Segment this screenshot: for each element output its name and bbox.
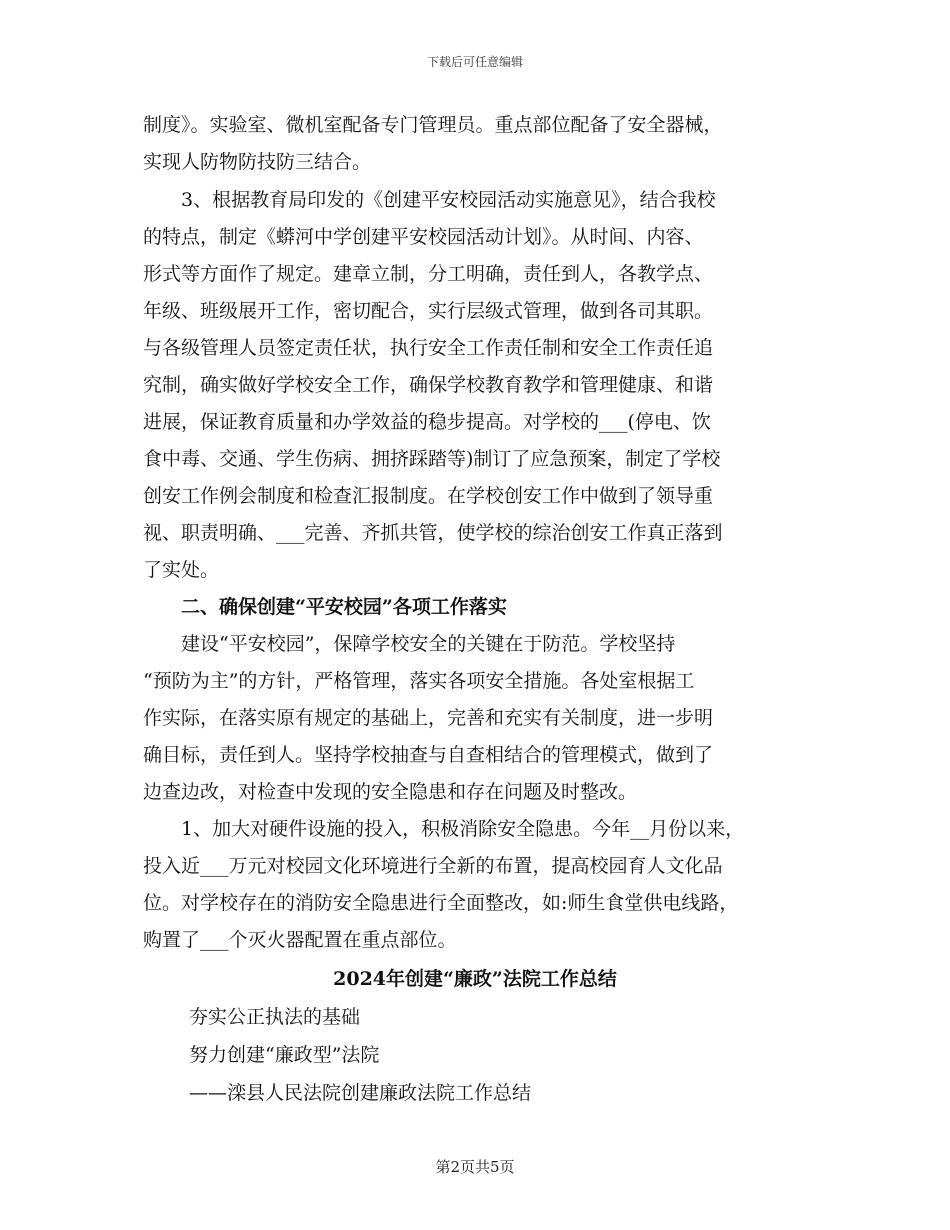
body-line: 形式等方面作了规定。建章立制，分工明确，责任到人，各教学点、 [143, 263, 714, 285]
body-line: 创安工作例会制度和检查汇报制度。在学校创安工作中做到了领导重 [143, 485, 714, 507]
body-line: 食中毒、交通、学生伤病、拥挤踩踏等)制订了应急预案，制定了学校 [143, 448, 721, 470]
body-line: 究制，确实做好学校安全工作，确保学校教育教学和管理健康、和谐 [143, 374, 714, 396]
body-line: 实现人防物防技防三结合。 [143, 151, 372, 173]
body-line: 3、根据教育局印发的《创建平安校园活动实施意见》，结合我校 [181, 189, 716, 211]
body-line: “预防为主”的方针，严格管理，落实各项安全措施。各处室根据工 [143, 670, 695, 692]
body-line: 建设“平安校园”，保障学校安全的关键在于防范。学校坚持 [181, 633, 676, 655]
body-line: 的特点，制定《蟒河中学创建平安校园活动计划》。从时间、内容、 [143, 226, 704, 248]
document-title: 2024年创建“廉政”法院工作总结 [333, 968, 617, 990]
body-line: 视、职责明确、___完善、齐抓共管，使学校的综治创安工作真正落到 [143, 522, 723, 544]
body-line: 边查边改，对检查中发现的安全隐患和存在问题及时整改。 [143, 781, 638, 803]
page-header: 下载后可任意编辑 [426, 55, 523, 69]
body-line: 购置了___个灭火器配置在重点部位。 [143, 929, 457, 951]
body-line: 作实际，在落实原有规定的基础上，完善和充实有关制度，进一步明 [143, 707, 714, 729]
subtitle-line: 努力创建“廉政型”法院 [189, 1044, 380, 1066]
body-line: 1、加大对硬件设施的投入，积极消除安全隐患。今年__月份以来， [181, 818, 745, 840]
page-number: 第2页共5页 [435, 1158, 515, 1176]
body-line: 与各级管理人员签定责任状，执行安全工作责任制和安全工作责任追 [143, 337, 714, 359]
subtitle-line: 夯实公正执法的基础 [189, 1006, 361, 1028]
section-heading: 二、确保创建“平安校园”各项工作落实 [181, 596, 507, 618]
subtitle-line: ——滦县人民法院创建廉政法院工作总结 [189, 1082, 532, 1104]
body-line: 年级、班级展开工作，密切配合，实行层级式管理，做到各司其职。 [143, 300, 714, 322]
body-line: 确目标，责任到人。坚持学校抽查与自查相结合的管理模式，做到了 [143, 744, 714, 766]
body-line: 了实处。 [143, 559, 220, 581]
body-line: 位。对学校存在的消防安全隐患进行全面整改，如:师生食堂供电线路， [143, 892, 739, 914]
body-line: 投入近___万元对校园文化环境进行全新的布置，提高校园育人文化品 [143, 855, 723, 877]
body-line: 制度》。实验室、微机室配备专门管理员。重点部位配备了安全器械， [143, 114, 723, 136]
body-line: 进展，保证教育质量和办学效益的稳步提高。对学校的___(停电、饮 [143, 411, 711, 433]
